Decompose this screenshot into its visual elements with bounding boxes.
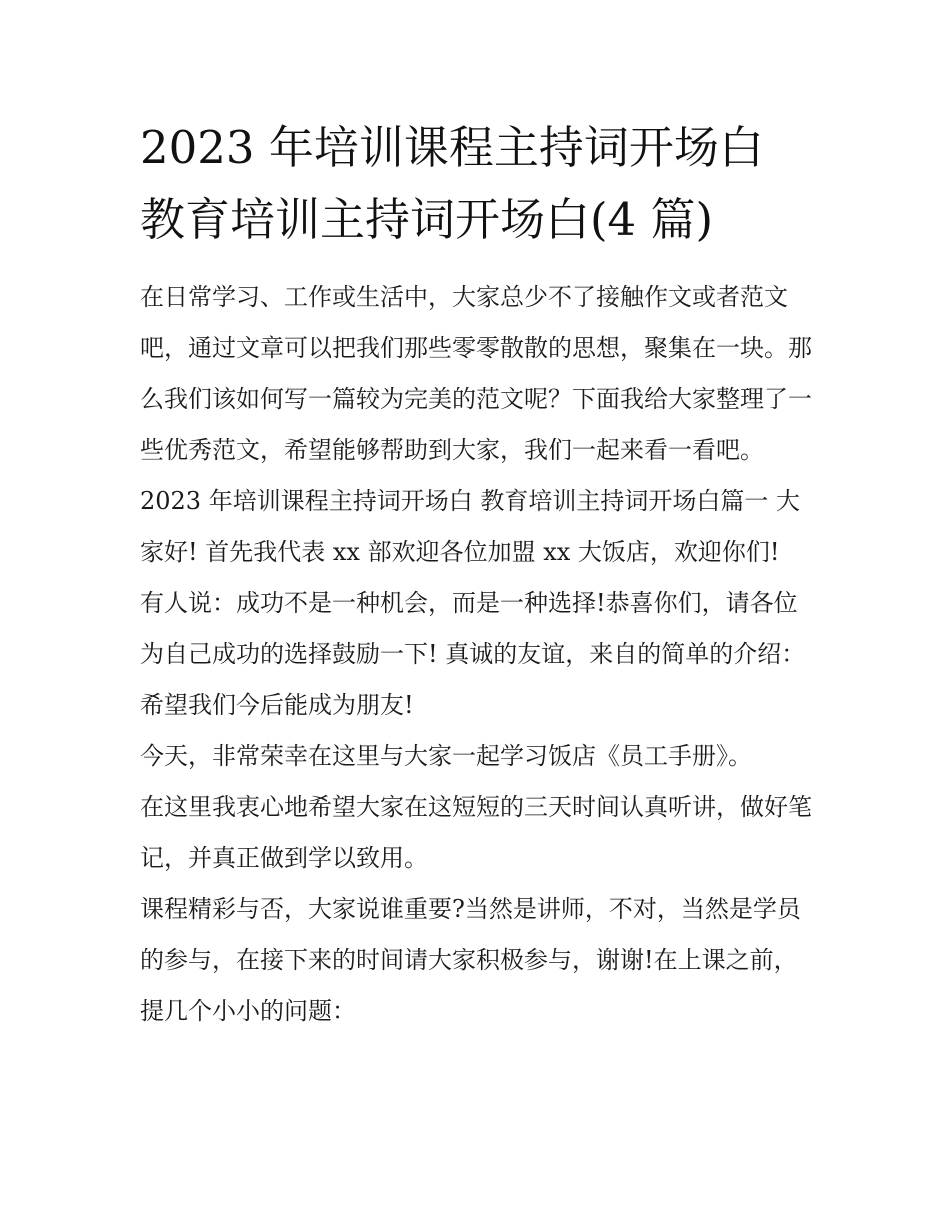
paragraph-hope: 在这里我衷心地希望大家在这短短的三天时间认真听讲，做好笔记，并真正做到学以致用。	[140, 793, 812, 872]
paragraph-course: 课程精彩与否，大家说谁重要?当然是讲师，不对，当然是学员的参与，在接下来的时间请大家积极参与，谢谢!在上课之前，提几个小小的问题：	[140, 895, 801, 1025]
document-body	[140, 112, 815, 1037]
title-line-1: 2023 年培训课程主持词开场白	[140, 121, 764, 174]
paragraph-today: 今天，非常荣幸在这里与大家一起学习饭店《员工手册》。	[140, 742, 752, 770]
document-title	[140, 112, 815, 256]
paragraph-intro: 在日常学习、工作或生活中，大家总少不了接触作文或者范文吧，通过文章可以把我们那些零零散散的思想，聚集在一块。那么我们该如何写一篇较为完美的范文呢？下面我给大家整理了一些优秀范文，希望能够帮助到大家，我们一起来看一看吧。	[140, 283, 812, 464]
title-line-2: 教育培训主持词开场白(4 篇)	[140, 193, 714, 246]
paragraph-greeting: 2023 年培训课程主持词开场白 教育培训主持词开场白篇一 大家好! 首先我代表 xx 部欢迎各位加盟 xx 大饭店，欢迎你们!	[140, 487, 800, 566]
paragraph-success-choice: 有人说：成功不是一种机会，而是一种选择!恭喜你们，请各位为自己成功的选择鼓励一下! 真诚的友谊，来自的简单的介绍：希望我们今后能成为朋友!	[140, 589, 806, 719]
